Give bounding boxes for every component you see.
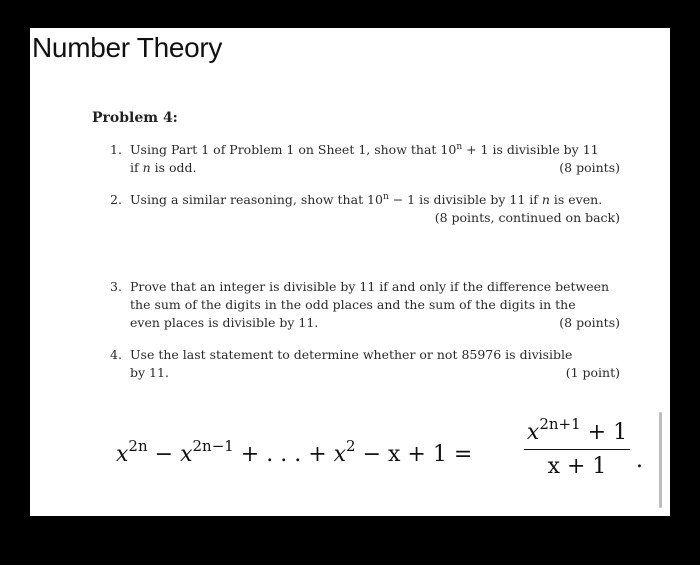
item-number: 4. (110, 347, 122, 362)
problem-item-2 (110, 191, 620, 227)
problem-title: Problem 4: (92, 110, 178, 126)
item-number: 3. (110, 279, 122, 294)
item-number: 1. (110, 142, 122, 157)
problem-item-1 (110, 141, 620, 177)
item-points: (8 points, continued on back) (434, 210, 620, 225)
formula-lhs: $x^{2n} - x^{2n-1}$ + . . . + $x^2 - x + 1$ = (116, 437, 473, 467)
item-line: if n is odd. (8 points) (130, 160, 620, 175)
item-line: the sum of the digits in the odd places and the sum of the digits in the (130, 297, 576, 312)
formula-period: . (636, 448, 643, 473)
item-line: even places is divisible by 11. (8 points) (130, 315, 620, 330)
item-points: (1 point) (565, 365, 620, 380)
document-page (30, 28, 670, 516)
item-line: Prove that an integer is divisible by 11 if and only if the difference between (130, 279, 610, 294)
item-line: by 11. (1 point) (130, 365, 620, 380)
scrollbar[interactable] (659, 412, 662, 508)
problem-item-3 (110, 278, 620, 332)
item-line: Using Part 1 of Problem 1 on Sheet 1, show that $10^n + 1$ is divisible by 11 (130, 142, 599, 157)
problem-item-4 (110, 346, 620, 382)
item-points: (8 points) (559, 315, 620, 330)
formula (116, 415, 643, 500)
item-number: 2. (110, 192, 122, 207)
item-line: Use the last statement to determine whether or not 85976 is divisible (130, 347, 573, 362)
page-heading: Number Theory (32, 32, 223, 63)
fraction-denominator: x + 1 (547, 454, 607, 479)
formula-fraction (520, 415, 634, 479)
fraction-numerator: $x^{2n+1} + 1$ (526, 415, 628, 445)
item-line: Using a similar reasoning, show that $10^n - 1$ is divisible by 11 if n is even. (130, 192, 603, 207)
item-points: (8 points) (559, 160, 620, 175)
